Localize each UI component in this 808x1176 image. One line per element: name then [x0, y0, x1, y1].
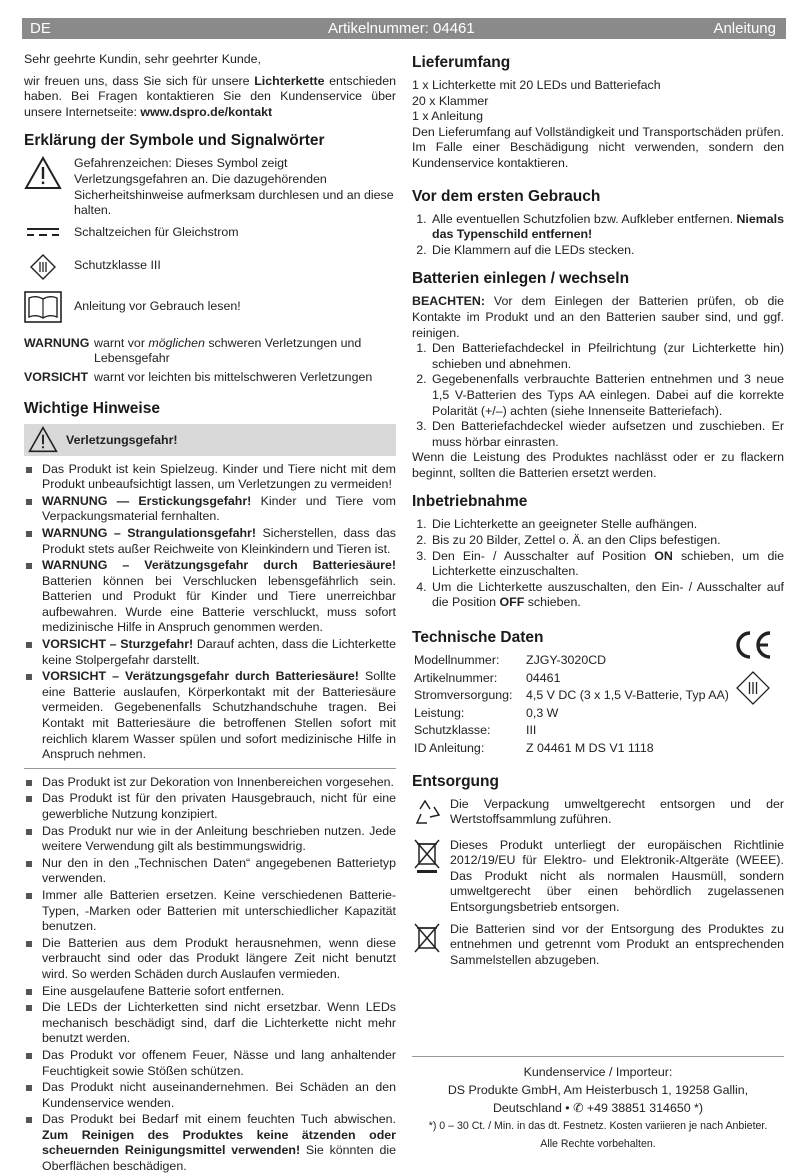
batteries-note: BEACHTEN: Vor dem Einlegen der Batterien prüfen, ob die Kontakte im Produkt und an den Batterien sauber sind, und ggf. reinigen. — [412, 294, 784, 340]
operation-steps — [412, 517, 784, 611]
ce-mark-icon — [732, 629, 774, 666]
list-item: Nur den in den „Technischen Daten“ angegebenen Batterietyp verwenden. — [24, 856, 396, 887]
hints-heading: Wichtige Hinweise — [24, 399, 160, 417]
protection-class-iii-icon — [24, 254, 64, 285]
list-item: Das Produkt nicht auseinandernehmen. Bei Schäden an den Kundenservice wenden. — [24, 1080, 396, 1111]
symbol-row: Anleitung vor Gebrauch lesen! — [24, 291, 396, 328]
table-row: Schutzklasse: III — [414, 723, 537, 738]
list-item: 2. Bis zu 20 Bilder, Zettel o. Ä. an den Clips befestigen. — [430, 533, 784, 549]
list-item: Das Produkt ist für den privaten Hausgebrauch, nicht für eine gewerbliche Nutzung konzipiert. — [24, 791, 396, 822]
language-code: DE — [30, 20, 51, 37]
table-row: Leistung: 0,3 W — [414, 705, 559, 720]
list-item: Das Produkt nur wie in der Anleitung beschrieben nutzen. Jede weitere Verwendung gilt als bestimmungswidrig. — [24, 824, 396, 855]
first-use-heading: Vor dem ersten Gebrauch — [412, 187, 601, 205]
direct-current-icon — [24, 225, 64, 244]
delivery-item: 1 x Anleitung — [412, 109, 483, 124]
list-item: 1. Den Batteriefachdeckel in Pfeilrichtung (zur Lichterkette hin) schieben und abnehmen. — [430, 341, 784, 372]
list-item: Das Produkt ist kein Spielzeug. Kinder und Tiere nicht mit dem Produkt unbeaufsichtigt lassen, um Verletzungen zu vermeiden! — [24, 462, 396, 493]
header-bar — [22, 18, 786, 39]
batteries-after: Wenn die Leistung des Produktes nachlässt oder er zu flackern beginnt, sollten die Batterien ersetzt werden. — [412, 450, 784, 480]
signal-word-vorsicht: VORSICHT warnt vor leichten bis mittelschweren Verletzungen — [24, 369, 373, 384]
delivery-heading: Lieferumfang — [412, 54, 511, 71]
table-row: Stromversorgung: 4,5 V DC (3 x 1,5 V-Batterie, Typ AA) — [414, 688, 729, 703]
delivery-item: 20 x Klammer — [412, 93, 489, 108]
list-item: WARNUNG – Verätzungsgefahr durch Batteriesäure! Batterien können bei Verschlucken lebensgefährlich sein. Batterien und Produkt für Kinder und Tiere unerreichbar aufbewahren. Wurde eine Batterie verschluckt, muss sofort medizinische Hilfe in Anspruch genommen werden. — [24, 558, 396, 636]
list-item: Eine ausgelaufene Batterie sofort entfernen. — [24, 984, 396, 1000]
list-item: 3. Den Ein- / Ausschalter auf Position ON schieben, um die Lichterkette einzuschalten. — [430, 549, 784, 580]
document-type: Anleitung — [713, 20, 776, 37]
table-row: Artikelnummer: 04461 — [414, 670, 561, 685]
disposal-row: Dieses Produkt unterliegt der europäischen Richtlinie 2012/19/EU für Elektro- und Elektronik-Altgeräte (WEEE). Das Produkt nicht als normalen Hausmüll, sondern umweltgerecht über einen behördlich zugelassenen Entsorgungsbetrieb entsorgen. — [412, 838, 784, 916]
signal-word-warnung: WARNUNG warnt vor möglichen schweren Verletzungen und Lebensgefahr — [24, 335, 362, 366]
footer-address: DS Produkte GmbH, Am Heisterbusch 1, 19258 Gallin, — [447, 1083, 749, 1097]
list-item: Das Produkt ist zur Dekoration von Innenbereichen vorgesehen. — [24, 775, 396, 791]
list-item: Die Batterien aus dem Produkt herausnehmen, wenn diese verbraucht sind oder das Produkt längere Zeit nicht benutzt wird. So werden Schäden durch Auslaufen vermieden. — [24, 936, 396, 983]
intro-text: wir freuen uns, dass Sie sich für unsere Lichterkette entschieden haben. Bei Fragen kontaktieren Sie den Kundenservice über unsere Internetseite: www.dspro.de/kontakt — [24, 73, 396, 119]
usage-list — [24, 775, 396, 1175]
list-item: WARNUNG – Strangulationsgefahr! Sicherstellen, dass das Produkt stets außer Reichweite von Kleinkindern und Tieren ist. — [24, 526, 396, 557]
left-column — [24, 52, 396, 1176]
list-item: 2. Die Klammern auf die LEDs stecken. — [430, 243, 784, 259]
list-item: 1. Die Lichterkette an geeigneter Stelle aufhängen. — [430, 517, 784, 533]
warning-triangle-icon — [28, 426, 58, 453]
disposal-row: Die Batterien sind vor der Entsorgung des Produktes zu entnehmen und getrennt vom Produkt an entsprechenden Sammelstellen abzugeben. — [412, 922, 784, 969]
warning-triangle-icon — [24, 156, 64, 195]
right-column — [412, 54, 784, 974]
list-item: Das Produkt vor offenem Feuer, Nässe und lang anhaltender Feuchtigkeit sowie Stößen schützen. — [24, 1048, 396, 1079]
list-item: 4. Um die Lichterkette auszuschalten, den Ein- / Ausschalter auf die Position OFF schieben. — [430, 580, 784, 611]
read-manual-icon — [24, 291, 64, 328]
tech-section — [412, 629, 784, 759]
footer-contact: Deutschland • ✆ +49 38851 314650 *) — [492, 1101, 704, 1115]
table-row: ID Anleitung: Z 04461 M DS V1 1118 — [414, 741, 654, 755]
tech-table — [414, 653, 733, 759]
list-item: 1. Alle eventuellen Schutzfolien bzw. Aufkleber entfernen. Niemals das Typenschild entfernen! — [430, 212, 784, 243]
tech-heading: Technische Daten — [412, 629, 544, 647]
delivery-text: Den Lieferumfang auf Vollständigkeit und Transportschäden prüfen. Im Falle einer Beschädigung nicht verwenden, sondern den Kundenservice kontaktieren. — [412, 124, 784, 170]
list-item: Die LEDs der Lichterketten sind nicht ersetzbar. Wenn LEDs mechanisch beschädigt sind, darf die Lichterkette nicht mehr benutzt werden. — [24, 1000, 396, 1047]
disposal-heading: Entsorgung — [412, 772, 499, 790]
list-item: Das Produkt bei Bedarf mit einem feuchten Tuch abwischen. Zum Reinigen des Produktes keine ätzenden oder scheuernden Reinigungsmittel verwenden! Sie könnten die Oberflächen beschädigen. — [24, 1112, 396, 1174]
crossed-bin-icon — [412, 922, 442, 961]
symbols-heading: Erklärung der Symbole und Signalwörter — [24, 132, 325, 150]
footer — [412, 1056, 784, 1153]
article-number: Artikelnummer: 04461 — [328, 20, 475, 37]
disposal-row: Die Verpackung umweltgerecht entsorgen und der Wertstoffsammlung zuführen. — [412, 797, 784, 832]
symbol-row: Schaltzeichen für Gleichstrom — [24, 225, 396, 244]
danger-banner: Verletzungsgefahr! — [24, 424, 396, 456]
first-use-steps — [412, 212, 784, 259]
crossed-bin-icon — [412, 838, 442, 879]
protection-class-iii-icon — [736, 671, 770, 710]
table-row: Modellnummer: ZJGY-3020CD — [414, 653, 607, 668]
operation-heading: Inbetriebnahme — [412, 493, 528, 511]
divider — [24, 768, 396, 769]
list-item: Immer alle Batterien ersetzen. Keine verschiedenen Batterie-Typen, -Marken oder Batterien mit unterschiedlicher Kapazität benutzen. — [24, 888, 396, 935]
list-item: WARNUNG — Erstickungsgefahr! Kinder und Tiere vom Verpackungsmaterial fernhalten. — [24, 494, 396, 525]
safety-list — [24, 462, 396, 763]
batteries-steps — [412, 341, 784, 450]
footer-note: *) 0 – 30 Ct. / Min. in das dt. Festnetz. Kosten variieren je nach Anbieter. — [428, 1120, 768, 1132]
list-item: VORSICHT – Sturzgefahr! Darauf achten, dass die Lichterkette keine Stolpergefahr darstellt. — [24, 637, 396, 668]
symbol-row: Gefahrenzeichen: Dieses Symbol zeigt Verletzungsgefahren an. Die dazugehörenden Sicherheitshinweise aufmerksam durchlesen und an diese halten. — [24, 156, 396, 218]
list-item: 2. Gegebenenfalls verbrauchte Batterien entnehmen und 3 neue 1,5 V-Batterien des Typs AA einlegen. Dabei auf die korrekte Polarität (+/–) achten (siehe Innenseite Batteriefach). — [430, 372, 784, 419]
greeting: Sehr geehrte Kundin, sehr geehrter Kunde, — [24, 52, 261, 66]
batteries-heading: Batterien einlegen / wechseln — [412, 270, 630, 288]
list-item: VORSICHT – Verätzungsgefahr durch Batteriesäure! Sollte eine Batterie auslaufen, Körperkontakt mit der Batteriesäure vermeiden. Gegebenenfalls Schutzhandschuhe tragen. Bei Kontakt mit Batteriesäure die betroffenen Stellen sofort mit reichlich klarem Wasser spülen und sofort medizinische Hilfe in Anspruch nehmen. — [24, 669, 396, 763]
list-item: 3. Den Batteriefachdeckel wieder aufsetzen und zuschieben. Er muss hörbar einrasten. — [430, 419, 784, 450]
footer-title: Kundenservice / Importeur: — [523, 1065, 673, 1079]
recycling-icon — [412, 797, 442, 832]
phone-icon: ✆ — [573, 1101, 587, 1115]
delivery-item: 1 x Lichterkette mit 20 LEDs und Batteriefach — [412, 78, 661, 92]
symbol-row: Schutzklasse III — [24, 254, 396, 285]
website-link[interactable]: www.dspro.de/kontakt — [140, 104, 273, 119]
footer-rights: Alle Rechte vorbehalten. — [540, 1138, 656, 1150]
